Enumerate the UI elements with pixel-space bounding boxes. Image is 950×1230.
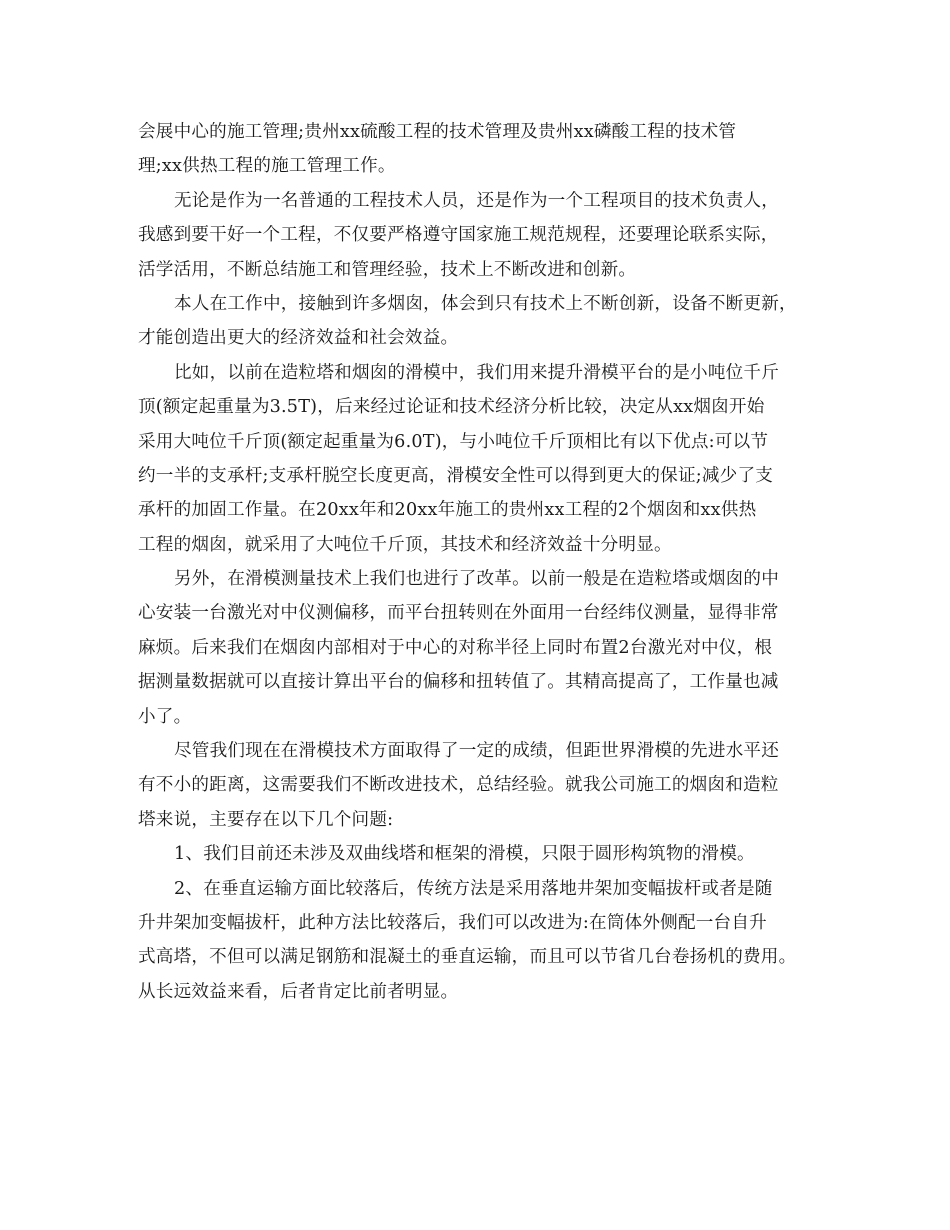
text-line: 顶(额定起重量为3.5T)，后来经过论证和技术经济分析比较，决定从xx烟囱开始: [138, 397, 765, 418]
text-line: 承杆的加固工作量。在20xx年和20xx年施工的贵州xx工程的2个烟囱和xx供热: [138, 500, 757, 521]
text-line: 理;xx供热工程的施工管理工作。: [138, 156, 396, 177]
text-line: 采用大吨位千斤顶(额定起重量为6.0T)，与小吨位千斤顶相比有以下优点:可以节: [138, 431, 769, 452]
text-line: 式高塔，不但可以满足钢筋和混凝土的垂直运输，而且可以节省几台卷扬机的费用。: [138, 947, 797, 968]
text-line: 比如，以前在造粒塔和烟囱的滑模中，我们用来提升滑模平台的是小吨位千斤: [174, 362, 779, 383]
text-line: 活学活用，不断总结施工和管理经验，技术上不断改进和创新。: [138, 259, 637, 280]
text-line: 我感到要干好一个工程，不仅要严格遵守国家施工规范规程，还要理论联系实际，: [138, 225, 779, 246]
text-line: 工程的烟囱，就采用了大吨位千斤顶，其技术和经济效益十分明显。: [138, 534, 672, 555]
text-line: 据测量数据就可以直接计算出平台的偏移和扭转值了。其精高提高了，工作量也减: [138, 672, 779, 693]
text-line: 约一半的支承杆;支承杆脱空长度更高，滑模安全性可以得到更大的保证;减少了支: [138, 465, 774, 486]
text-line: 尽管我们现在在滑模技术方面取得了一定的成绩，但距世界滑模的先进水平还: [174, 741, 779, 762]
text-line: 才能创造出更大的经济效益和社会效益。: [138, 328, 459, 349]
text-line: 另外，在滑模测量技术上我们也进行了改革。以前一般是在造粒塔或烟囱的中: [174, 569, 779, 590]
text-line: 麻烦。后来我们在烟囱内部相对于中心的对称半径上同时布置2台激光对中仪，根: [138, 637, 773, 658]
text-line: 升井架加变幅拔杆，此种方法比较落后，我们可以改进为:在筒体外侧配一台自升: [138, 912, 767, 933]
text-line: 心安装一台激光对中仪测偏移，而平台扭转则在外面用一台经纬仪测量，显得非常: [138, 603, 779, 624]
text-line: 2、在垂直运输方面比较落后，传统方法是采用落地井架加变幅拔杆或者是随: [174, 878, 773, 899]
text-line: 无论是作为一名普通的工程技术人员，还是作为一个工程项目的技术负责人，: [174, 190, 779, 211]
body-text: [138, 115, 828, 1009]
text-line: 小了。: [138, 706, 192, 727]
text-line: 本人在工作中，接触到许多烟囱，体会到只有技术上不断创新，设备不断更新，: [174, 293, 797, 314]
text-line: 有不小的距离，这需要我们不断改进技术，总结经验。就我公司施工的烟囱和造粒: [138, 775, 779, 796]
text-line: 塔来说，主要存在以下几个问题:: [138, 809, 394, 830]
text-line: 从长远效益来看，后者肯定比前者明显。: [138, 981, 459, 1002]
text-line: 会展中心的施工管理;贵州xx硫酸工程的技术管理及贵州xx磷酸工程的技术管: [138, 122, 737, 142]
text-line: 1、我们目前还未涉及双曲线塔和框架的滑模，只限于圆形构筑物的滑模。: [174, 844, 755, 865]
